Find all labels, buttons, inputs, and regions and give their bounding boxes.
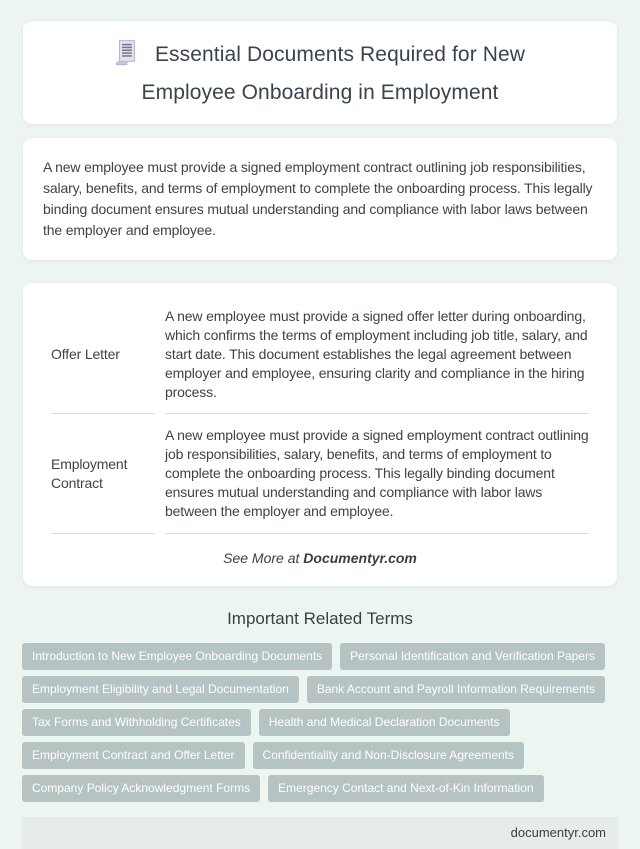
- table-row: [51, 295, 589, 414]
- related-terms-list: [22, 643, 618, 802]
- see-more-line: [41, 534, 599, 578]
- term-cell: Offer Letter: [51, 295, 155, 414]
- related-terms-heading: Important Related Terms: [227, 608, 413, 628]
- related-term-pill[interactable]: Company Policy Acknowledgment Forms: [22, 775, 260, 802]
- related-term-pill[interactable]: Personal Identification and Verification Papers: [340, 643, 605, 670]
- related-term-pill[interactable]: Employment Contract and Offer Letter: [22, 742, 245, 769]
- see-more-site-link[interactable]: Documentyr.com: [303, 549, 417, 566]
- related-term-pill[interactable]: Health and Medical Declaration Documents: [259, 709, 510, 736]
- title-card: [22, 20, 618, 125]
- related-term-pill[interactable]: Emergency Contact and Next-of-Kin Information: [268, 775, 543, 802]
- page-title: [90, 39, 550, 108]
- summary-card: [22, 137, 618, 261]
- documents-card: [22, 282, 618, 587]
- receipt-icon: [115, 39, 138, 77]
- page-title-text: Essential Documents Required for New Employee Onboarding in Employment: [141, 43, 526, 104]
- term-cell: Employment Contract: [51, 414, 155, 533]
- description-cell: A new employee must provide a signed employment contract outlining job responsibilities, salary, benefits, and terms of employment to complete the onboarding process. This legally binding document ensures mutual understanding and compliance with labor laws between the employer and employee.: [165, 414, 589, 533]
- summary-text: A new employee must provide a signed employment contract outlining job responsibilities, salary, benefits, and terms of employment to complete the onboarding process. This legally binding document ensures mutual understanding and compliance with labor laws between the employer and employee.: [43, 159, 593, 238]
- related-term-pill[interactable]: Tax Forms and Withholding Certificates: [22, 709, 251, 736]
- related-term-pill[interactable]: Employment Eligibility and Legal Documentation: [22, 676, 299, 703]
- see-more-prefix: See More at: [223, 549, 304, 566]
- table-row: [51, 414, 589, 533]
- related-term-pill[interactable]: Introduction to New Employee Onboarding Documents: [22, 643, 332, 670]
- footer-bar: [22, 817, 618, 849]
- documents-table: [41, 295, 599, 534]
- description-cell: A new employee must provide a signed offer letter during onboarding, which confirms the terms of employment including job title, salary, and start date. This document establishes the legal agreement between employer and employee, ensuring clarity and compliance in the hiring process.: [165, 295, 589, 414]
- related-term-pill[interactable]: Bank Account and Payroll Information Requirements: [307, 676, 605, 703]
- footer-site-link[interactable]: documentyr.com: [510, 825, 606, 841]
- related-term-pill[interactable]: Confidentiality and Non-Disclosure Agreements: [253, 742, 524, 769]
